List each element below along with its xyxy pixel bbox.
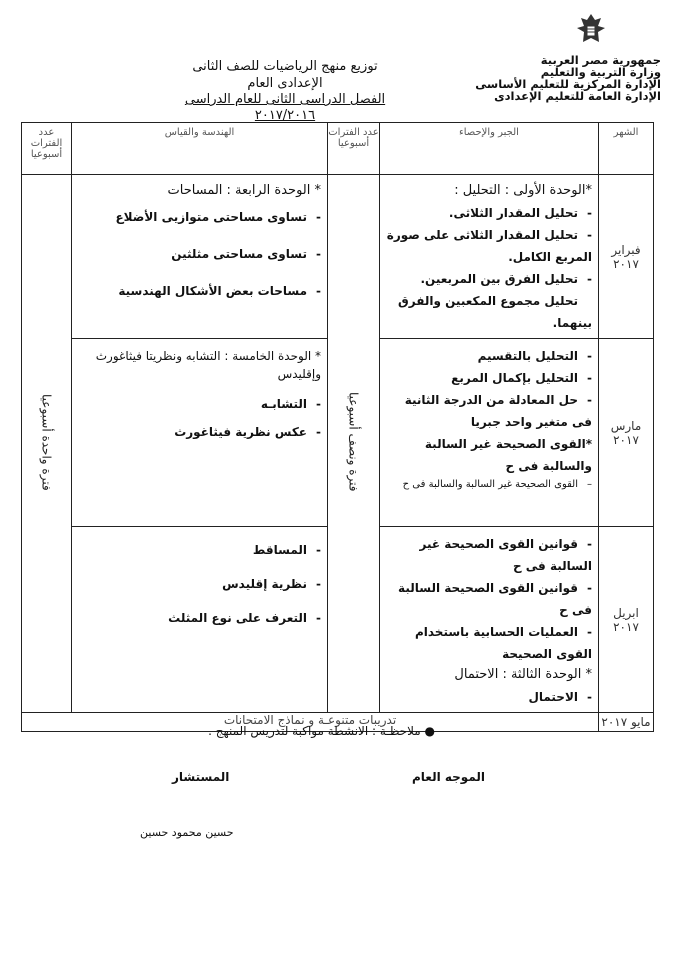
periods-b-cell bbox=[22, 175, 72, 713]
geometry-cell bbox=[72, 339, 328, 527]
table-header-row bbox=[22, 123, 654, 175]
periods-a-vertical: فترة ونصف أسبوعيا bbox=[346, 392, 361, 492]
unit-title: * الوحدة الثالثة : الاحتمال bbox=[454, 667, 592, 682]
table-row bbox=[22, 175, 654, 339]
ministry-line2: وزارة التربية والتعليم bbox=[540, 65, 661, 79]
algebra-cell bbox=[380, 339, 599, 527]
algebra-cell bbox=[380, 527, 599, 713]
header-algebra: الجبر والإحصاء bbox=[380, 123, 599, 175]
list-item: -الاحتمال bbox=[528, 690, 592, 704]
list-item: –القوى الصحيحة غير السالبة والسالبة فى ح bbox=[402, 479, 592, 490]
geometry-cell bbox=[72, 527, 328, 713]
list-item: -حل المعادلة من الدرجة الثانية فى متغير واحد جبريا bbox=[404, 393, 592, 429]
ministry-line4: الإدارة العامة للتعليم الإعدادى bbox=[494, 89, 661, 103]
list-item: -التحليل بإكمال المربع bbox=[451, 371, 592, 385]
list-item: -عكس نظرية فيثاغورث bbox=[174, 425, 321, 439]
month-cell: مايو ٢٠١٧ bbox=[599, 713, 654, 732]
list-item: -العمليات الحسابية باستخدام القوى الصحيحة bbox=[414, 625, 592, 661]
month-cell: ابريل ٢٠١٧ bbox=[599, 527, 654, 713]
unit-title: * الوحدة الرابعة : المساحات bbox=[167, 183, 321, 198]
geometry-cell bbox=[72, 175, 328, 339]
periods-b-vertical: فترة واحدة أسبوعيا bbox=[39, 393, 54, 491]
list-item: -قوانين القوى الصحيحة السالبة فى ح bbox=[398, 581, 592, 617]
list-item: -مساحات بعض الأشكال الهندسية bbox=[118, 284, 321, 298]
list-item: -تساوى مساحتى مثلثين bbox=[171, 247, 321, 261]
general-supervisor-label: الموجه العام bbox=[412, 770, 485, 784]
month-cell: فبراير ٢٠١٧ bbox=[599, 175, 654, 339]
bullet-icon: ● bbox=[424, 724, 435, 738]
unit-title: *الوحدة الأولى : التحليل : bbox=[454, 183, 592, 198]
ministry-header bbox=[456, 10, 661, 102]
title-line1: توزيع منهج الرياضيات للصف الثانى الإعدادى العام bbox=[192, 59, 378, 91]
note-text: ملاحظـة : الانشطة مواكبة لتدريس المنهج . bbox=[208, 724, 421, 738]
list-item: تحليل مجموع المكعبين والفرق بينهما. bbox=[398, 294, 592, 330]
periods-a-cell bbox=[328, 175, 380, 713]
list-item: -التعرف على نوع المثلث bbox=[168, 611, 321, 625]
unit-title: * الوحدة الخامسة : التشابه ونظريتا فيثاغورث وإقليدس bbox=[95, 349, 321, 381]
month-cell: مارس ٢٠١٧ bbox=[599, 339, 654, 527]
list-item: -قوانين القوى الصحيحة غير السالبة فى ح bbox=[419, 537, 592, 573]
ministry-line1: جمهورية مصر العربية bbox=[540, 53, 661, 67]
list-item: -تحليل الفرق بين المربعين. bbox=[420, 272, 592, 286]
list-item: -تحليل المقدار الثلاثى على صورة المربع الكامل. bbox=[386, 228, 592, 264]
eagle-emblem-icon bbox=[571, 10, 611, 50]
list-item: *القوى الصحيحة غير السالبة والسالبة فى ح bbox=[424, 437, 592, 473]
page-title bbox=[170, 58, 400, 124]
list-item: -المساقط bbox=[252, 543, 321, 557]
list-item: -نظرية إقليدس bbox=[222, 577, 321, 591]
header-month: الشهر bbox=[599, 123, 654, 175]
curriculum-table bbox=[21, 122, 654, 732]
title-line2: الفصل الدراسى الثانى للعام الدراسى ٢٠١٧/٢٠١٦ bbox=[184, 92, 386, 123]
list-item: -تحليل المقدار الثلاثى. bbox=[448, 206, 592, 220]
consultant-name: حسين محمود حسين bbox=[140, 826, 234, 839]
header-periods-a: عدد الفترات أسبوعيا bbox=[328, 123, 380, 175]
header-periods-b: عدد الفترات أسبوعيا bbox=[22, 123, 72, 175]
note-line bbox=[150, 724, 435, 738]
consultant-label: المستشار bbox=[172, 770, 230, 784]
may-cell: تدريبات متنوعـة و نماذج الامتحانات bbox=[22, 713, 599, 732]
header-geometry: الهندسة والقياس bbox=[72, 123, 328, 175]
algebra-cell bbox=[380, 175, 599, 339]
list-item: -التحليل بالتقسيم bbox=[477, 349, 592, 363]
list-item: -التشابـه bbox=[260, 397, 321, 411]
ministry-line3: الإدارة المركزية للتعليم الأساسى bbox=[475, 77, 661, 91]
list-item: -تساوى مساحتى متوازيى الأضلاع bbox=[115, 210, 321, 224]
